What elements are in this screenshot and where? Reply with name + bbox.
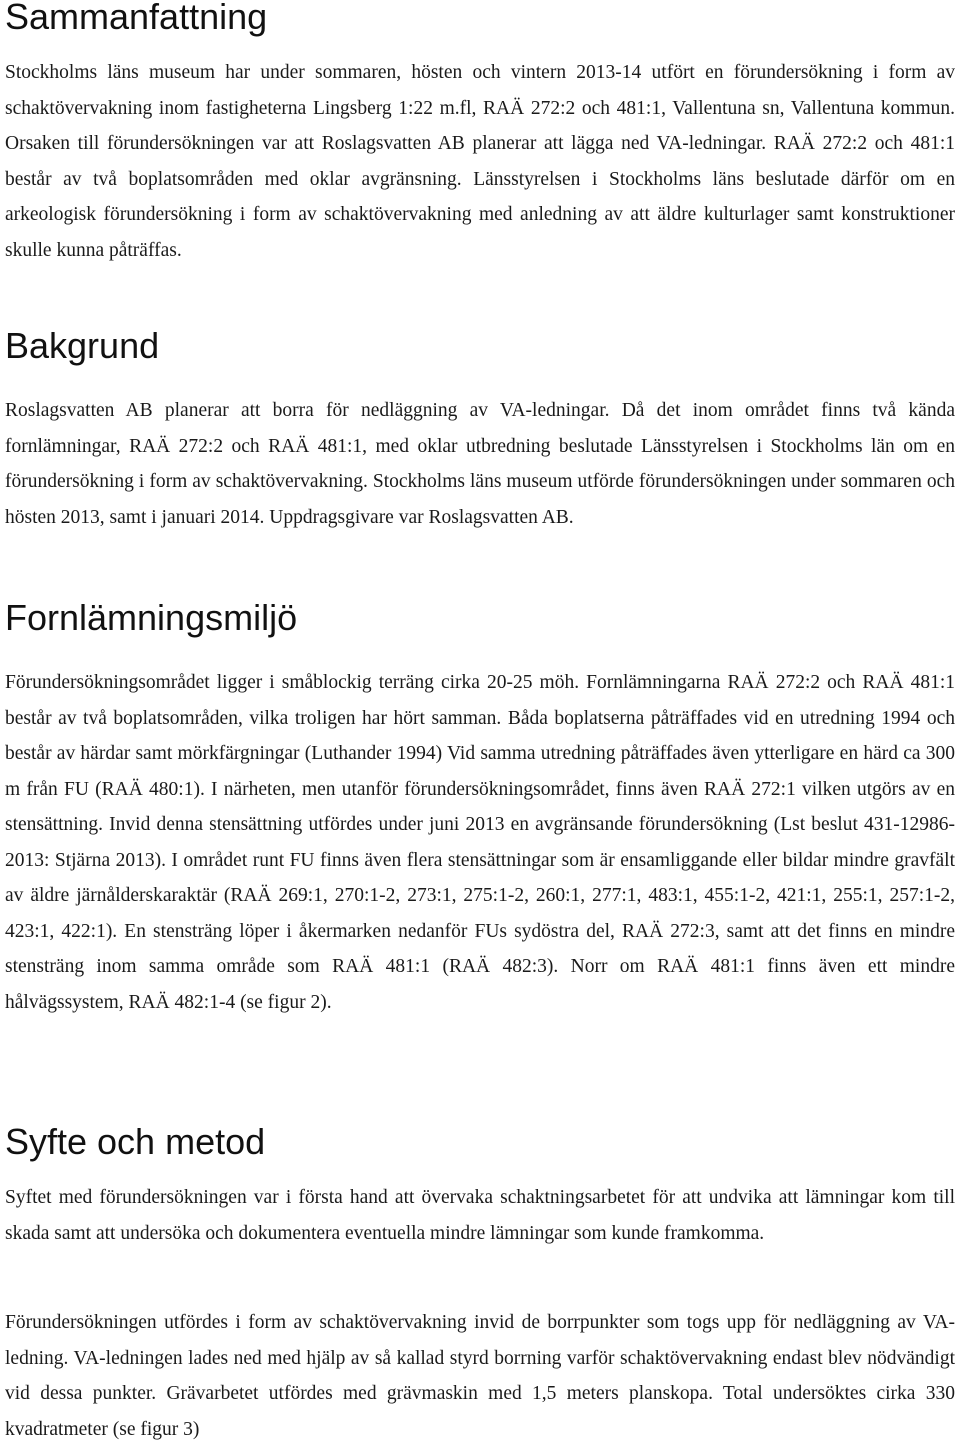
section-heading-sammanfattning: Sammanfattning xyxy=(5,0,268,37)
section-heading-syfte-och-metod: Syfte och metod xyxy=(5,1121,266,1162)
section-heading-fornlamningsmiljo: Fornlämningsmiljö xyxy=(5,597,298,638)
section-heading-bakgrund: Bakgrund xyxy=(5,325,160,366)
paragraph-syfte: Syftet med förundersökningen var i första hand att övervaka schaktningsarbetet för att undvika att lämningar kom till skada samt att undersöka och dokumentera eventuella mindre lämningar som kunde framkomma. xyxy=(5,1187,955,1244)
paragraph-fornlamningsmiljo: Förundersökningsområdet ligger i småblockig terräng cirka 20-25 möh. Fornlämningarna RAÄ 272:2 och RAÄ 481:1 består av två boplatsområden, vilka troligen har hört samman. Båda boplatserna påträffades vid en utredning 1994 och består av härdar samt mörkfärgningar (Luthander 1994) Vid samma utredning påträffades även ytterligare en härd ca 300 m från FU (RAÄ 480:1). I närheten, men utanför förundersökningsområdet, finns även RAÄ 272:1 vilken utgörs av en stensättning. Invid denna stensättning utfördes under juni 2013 en avgränsande förundersökning (Lst beslut 431-12986-2013: Stjärna 2013). I området runt FU finns även flera stensättningar som är ensamliggande eller bildar mindre gravfält av äldre järnålderskaraktär (RAÄ 269:1, 270:1-2, 273:1, 275:1-2, 260:1, 277:1, 483:1, 455:1-2, 421:1, 255:1, 257:1-2, 423:1, 422:1). En stensträng löper i åkermarken nedanför FUs sydöstra del, RAÄ 272:3, samt att det finns en mindre stensträng inom samma område som RAÄ 481:1 (RAÄ 482:3). Norr om RAÄ 481:1 finns även ett mindre hålvägssystem, RAÄ 482:1-4 (se figur 2). xyxy=(5,672,955,1013)
paragraph-bakgrund: Roslagsvatten AB planerar att borra för nedläggning av VA-ledningar. Då det inom området finns två kända fornlämningar, RAÄ 272:2 och RAÄ 481:1, med oklar utbredning beslutade Länsstyrelsen i Stockholms län om en förundersökning i form av schaktövervakning. Stockholms läns museum utförde förundersökningen under sommaren och hösten 2013, samt i januari 2014. Uppdragsgivare var Roslagsvatten AB. xyxy=(5,400,955,528)
paragraph-metod: Förundersökningen utfördes i form av schaktövervakning invid de borrpunkter som togs upp för nedläggning av VA-ledning. VA-ledningen lades ned med hjälp av så kallad styrd borrning varför schaktövervakning endast blev nödvändigt vid dessa punkter. Grävarbetet utfördes med grävmaskin med 1,5 meters planskopa. Total undersöktes cirka 330 kvadratmeter (se figur 3) xyxy=(5,1312,955,1440)
paragraph-sammanfattning: Stockholms läns museum har under sommaren, hösten och vintern 2013-14 utfört en förundersökning i form av schaktövervakning inom fastigheterna Lingsberg 1:22 m.fl, RAÄ 272:2 och 481:1, Vallentuna sn, Vallentuna kommun. Orsaken till förundersökningen var att Roslagsvatten AB planerar att lägga ned VA-ledningar. RAÄ 272:2 och 481:1 består av två boplatsområden med oklar avgränsning. Länsstyrelsen i Stockholms läns beslutade därför om en arkeologisk förundersökning i form av schaktövervakning med anledning av att äldre kulturlager samt konstruktioner skulle kunna påträffas. xyxy=(5,62,955,261)
